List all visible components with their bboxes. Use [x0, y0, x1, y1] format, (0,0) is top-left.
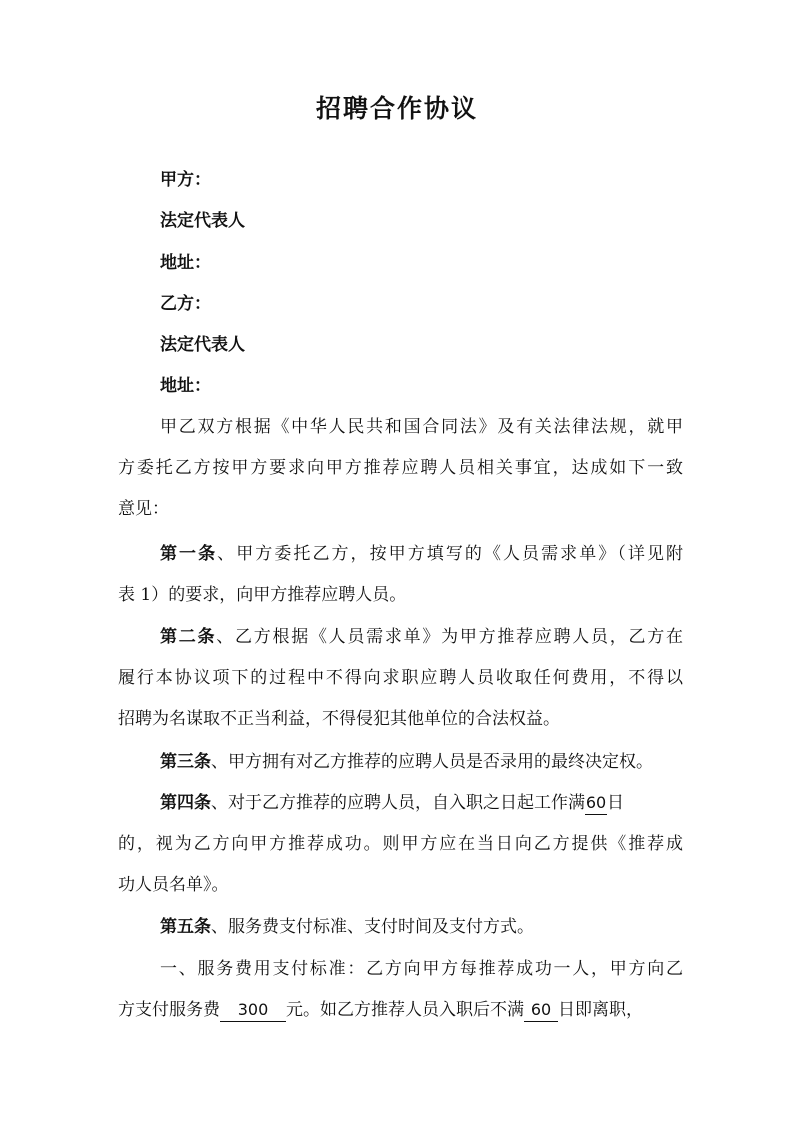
article-2-line-3: 招聘为名谋取不正当利益，不得侵犯其他单位的合法权益。 — [118, 709, 560, 729]
article-5-fee-text-c: 日即离职， — [558, 1000, 643, 1020]
article-3-text: 、甲方拥有对乙方推荐的应聘人员是否录用的最终决定权。 — [211, 752, 653, 772]
article-5-fee-text-b: 元。如乙方推荐人员入职后不满 — [286, 1000, 524, 1020]
article-4-days-blank: 60 — [585, 792, 607, 815]
article-4-label: 第四条 — [160, 793, 211, 813]
party-a-representative-label: 法定代表人 — [160, 211, 245, 231]
preamble-line-2: 方委托乙方按甲方要求向甲方推荐应聘人员相关事宜，达成如下一致 — [118, 458, 683, 478]
article-5-text: 、服务费支付标准、支付时间及支付方式。 — [211, 917, 534, 937]
preamble-line-3: 意见： — [118, 499, 169, 519]
article-5-fee-text-a: 方支付服务费 — [118, 1000, 220, 1020]
article-3-line-1 — [160, 749, 683, 775]
party-a-label: 甲方： — [160, 170, 211, 190]
article-4-line-3: 功人员名单》。 — [118, 875, 229, 895]
article-2-text: 、乙方根据《人员需求单》为甲方推荐应聘人员，乙方在 — [216, 627, 684, 647]
article-5-item-1-line-2 — [118, 997, 683, 1023]
service-fee-blank: 300 — [220, 999, 286, 1022]
article-1-label: 第一条 — [160, 544, 218, 564]
article-4-text-a: 、对于乙方推荐的应聘人员，自入职之日起工作满 — [211, 793, 585, 813]
party-b-label: 乙方： — [160, 294, 211, 314]
article-4-line-1 — [160, 790, 683, 816]
article-1-text: 、甲方委托乙方，按甲方填写的《人员需求单》（详见附 — [217, 544, 684, 564]
article-1-line-2: 表 1）的要求，向甲方推荐应聘人员。 — [118, 585, 407, 605]
article-2-label: 第二条 — [160, 627, 217, 647]
article-5-item-1-line-1: 一、服务费用支付标准：乙方向甲方每推荐成功一人，甲方向乙 — [160, 959, 683, 979]
article-5-label: 第五条 — [160, 917, 211, 937]
article-4-text-b: 日 — [607, 793, 624, 813]
party-b-representative-label: 法定代表人 — [160, 335, 245, 355]
article-3-label: 第三条 — [160, 752, 211, 772]
party-b-address-label: 地址： — [160, 376, 211, 396]
article-1-line-1 — [160, 541, 683, 567]
article-5-line-1 — [160, 914, 683, 940]
leave-days-blank: 60 — [524, 999, 558, 1022]
document-title: 招聘合作协议 — [315, 94, 478, 123]
article-4-line-2: 的，视为乙方向甲方推荐成功。则甲方应在当日向乙方提供《推荐成 — [118, 834, 683, 854]
article-2-line-1 — [160, 624, 683, 650]
article-2-line-2: 履行本协议项下的过程中不得向求职应聘人员收取任何费用，不得以 — [118, 668, 683, 688]
party-a-address-label: 地址： — [160, 253, 211, 273]
preamble-line-1: 甲乙双方根据《中华人民共和国合同法》及有关法律法规，就甲 — [160, 417, 683, 437]
